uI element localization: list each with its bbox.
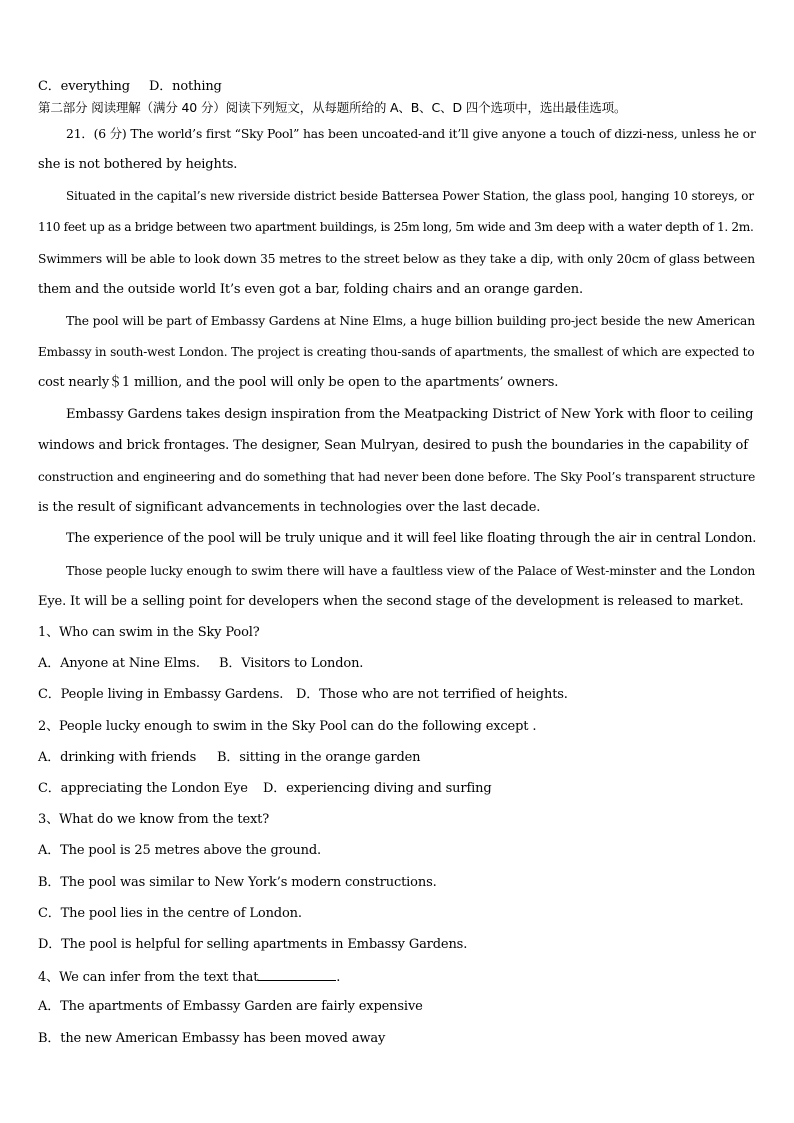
option-d: D．Those who are not terrified of heights. [296,687,568,702]
answer-blank [258,968,336,981]
passage-line: them and the outside world It’s even got a bar, folding chairs and an orange garden. [38,282,584,297]
passage-line: cost nearly＄1 million, and the pool will only be open to the apartments’ owners. [38,375,559,390]
passage-line: is the result of significant advancements in technologies over the last decade. [38,500,541,515]
question-options-row [38,781,760,797]
option-a: A．The pool is 25 metres above the ground. [38,843,322,858]
option-d: D．nothing [149,79,222,94]
passage-line: she is not bothered by heights. [38,157,238,172]
passage-line: Embassy in south-west London. The project is creating thou-sands of apartments, the smallest of which are expected to [38,345,755,359]
passage-line: Those people lucky enough to swim there will have a faultless view of the Palace of West-minster and the London [66,564,756,578]
passage-line: Eye. It will be a selling point for developers when the second stage of the development is released to market. [38,594,744,609]
passage-line: construction and engineering and do something that had never been done before. The Sky Pool’s transparent structure [38,470,756,484]
option-c: C．appreciating the London Eye [38,781,248,796]
option-c: C．People living in Embassy Gardens. [38,687,284,702]
option-a: A．drinking with friends [38,750,197,765]
passage-line: Embassy Gardens takes design inspiration from the Meatpacking District of New York with floor to ceiling [66,407,754,422]
question-stem: 1、Who can swim in the Sky Pool? [38,625,260,640]
option-d: D．The pool is helpful for selling apartments in Embassy Gardens. [38,937,468,952]
passage-line: The pool will be part of Embassy Gardens at Nine Elms, a huge billion building pro-ject beside the new American [66,314,755,328]
section-header: 第二部分 阅读理解（满分 40 分）阅读下列短文，从每题所给的 A、B、C、D 四个选项中，选出最佳选项。 [38,100,627,115]
prev-question-options [38,79,760,95]
question-stem: 2、People lucky enough to swim in the Sky Pool can do the following except . [38,719,537,734]
passage-line: windows and brick frontages. The designer, Sean Mulryan, desired to push the boundaries in the capability of [38,438,748,453]
passage-line: Swimmers will be able to look down 35 metres to the street below as they take a dip, with only 20cm of glass between [38,252,755,266]
question-options-row [38,750,760,766]
option-a: A．The apartments of Embassy Garden are fairly expensive [38,999,423,1014]
option-c: C．everything [38,79,130,94]
option-b: B．sitting in the orange garden [217,750,421,765]
option-d: D．experiencing diving and surfing [263,781,492,796]
option-b: B．The pool was similar to New York’s modern constructions. [38,875,437,890]
question-stem-end: . [336,970,341,985]
option-b: B．the new American Embassy has been moved away [38,1031,386,1046]
passage-line: Situated in the capital’s new riverside district beside Battersea Power Station, the glass pool, hanging 10 storeys, or [66,189,754,203]
option-b: B．Visitors to London. [219,656,364,671]
passage-line: 110 feet up as a bridge between two apartment buildings, is 25m long, 5m wide and 3m deep with a water depth of 1. 2m. [38,220,754,234]
option-c: C．The pool lies in the centre of London. [38,906,302,921]
question-stem-text: 4、We can infer from the text that [38,970,259,985]
question-options-row [38,687,760,703]
question-options-row [38,656,760,672]
question-stem [38,968,760,986]
option-a: A．Anyone at Nine Elms. [38,656,200,671]
question-stem: 3、What do we know from the text? [38,812,270,827]
passage-line: 21．(6 分) The world’s first “Sky Pool” has been uncoated-and it’ll give anyone a touch of dizzi-ness, unless he or [66,127,756,141]
passage-line: The experience of the pool will be truly unique and it will feel like floating through the air in central London. [66,531,757,546]
